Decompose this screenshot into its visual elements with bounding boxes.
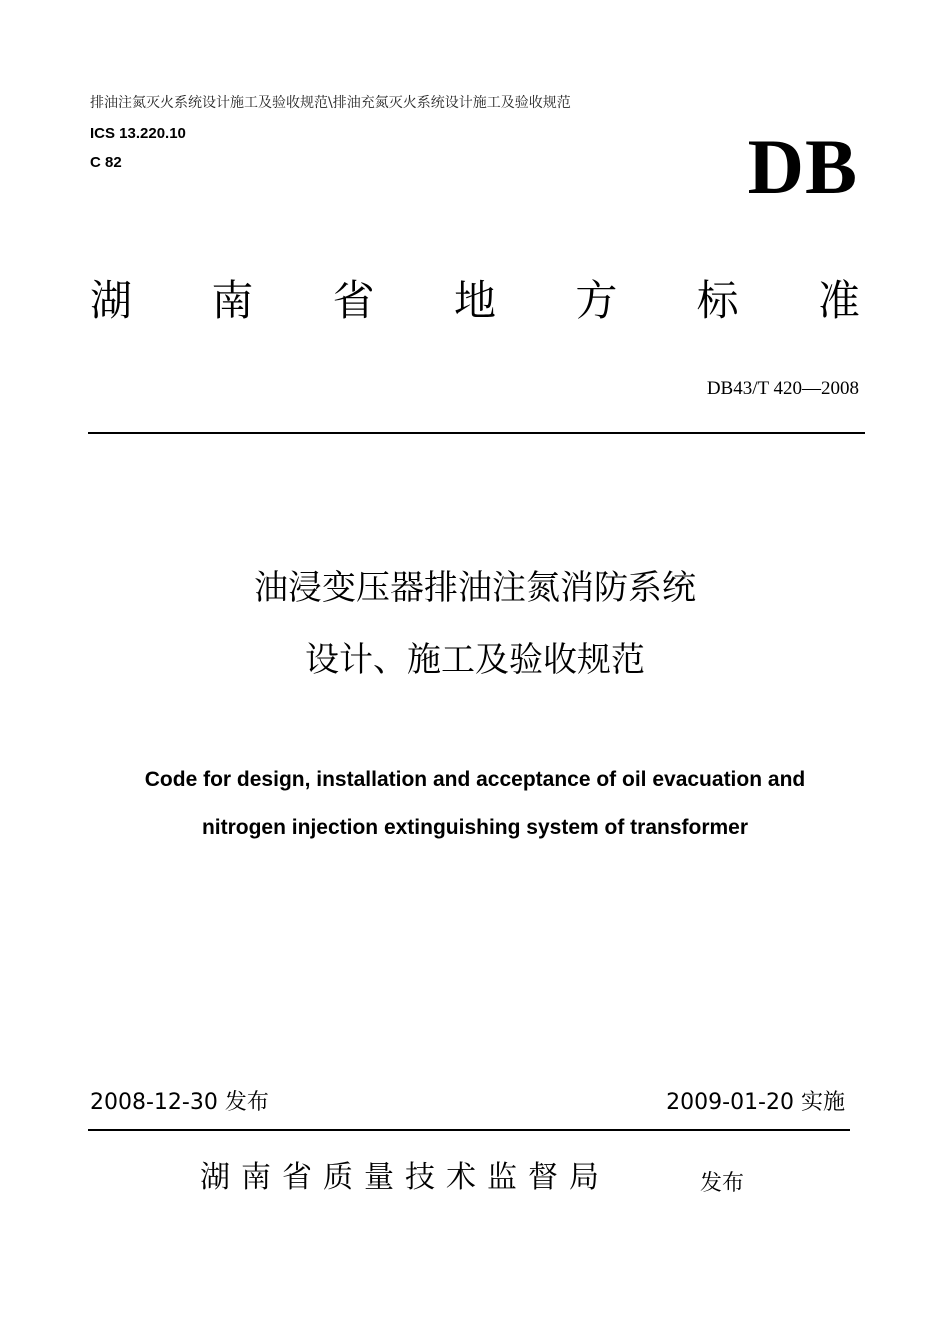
issuing-action: 发布 (700, 1171, 745, 1196)
effective-date: 2009-01-20 实施 (666, 1090, 845, 1115)
standard-type-char: 省 (332, 276, 375, 325)
top-divider (88, 432, 865, 434)
ccs-code: C 82 (90, 154, 122, 171)
standard-type-char: 标 (696, 276, 739, 325)
title-english-line-2: nitrogen injection extinguishing system of transformer (201, 816, 749, 839)
title-chinese-line-2: 设计、施工及验收规范 (305, 640, 645, 680)
standard-type-heading (90, 276, 860, 326)
standard-type-char: 准 (817, 276, 860, 325)
standard-type-char: 地 (453, 276, 496, 325)
issuing-authority: 湖南省质量技术监督局 (200, 1160, 610, 1195)
bottom-divider (88, 1129, 850, 1131)
running-header: 排油注氮灭火系统设计施工及验收规范\排油充氮灭火系统设计施工及验收规范 (90, 95, 571, 111)
ics-code: ICS 13.220.10 (90, 125, 186, 142)
standard-type-char: 南 (211, 276, 254, 325)
standard-number: DB43/T 420—2008 (706, 378, 859, 399)
issue-date: 2008-12-30 发布 (90, 1090, 269, 1115)
standard-type-char: 方 (575, 276, 618, 325)
db-logo: DB (747, 123, 858, 210)
title-english-line-1: Code for design, installation and acceptance of oil evacuation and (144, 768, 806, 791)
title-chinese-line-1: 油浸变压器排油注氮消防系统 (254, 568, 696, 608)
standard-type-char: 湖 (90, 276, 133, 325)
